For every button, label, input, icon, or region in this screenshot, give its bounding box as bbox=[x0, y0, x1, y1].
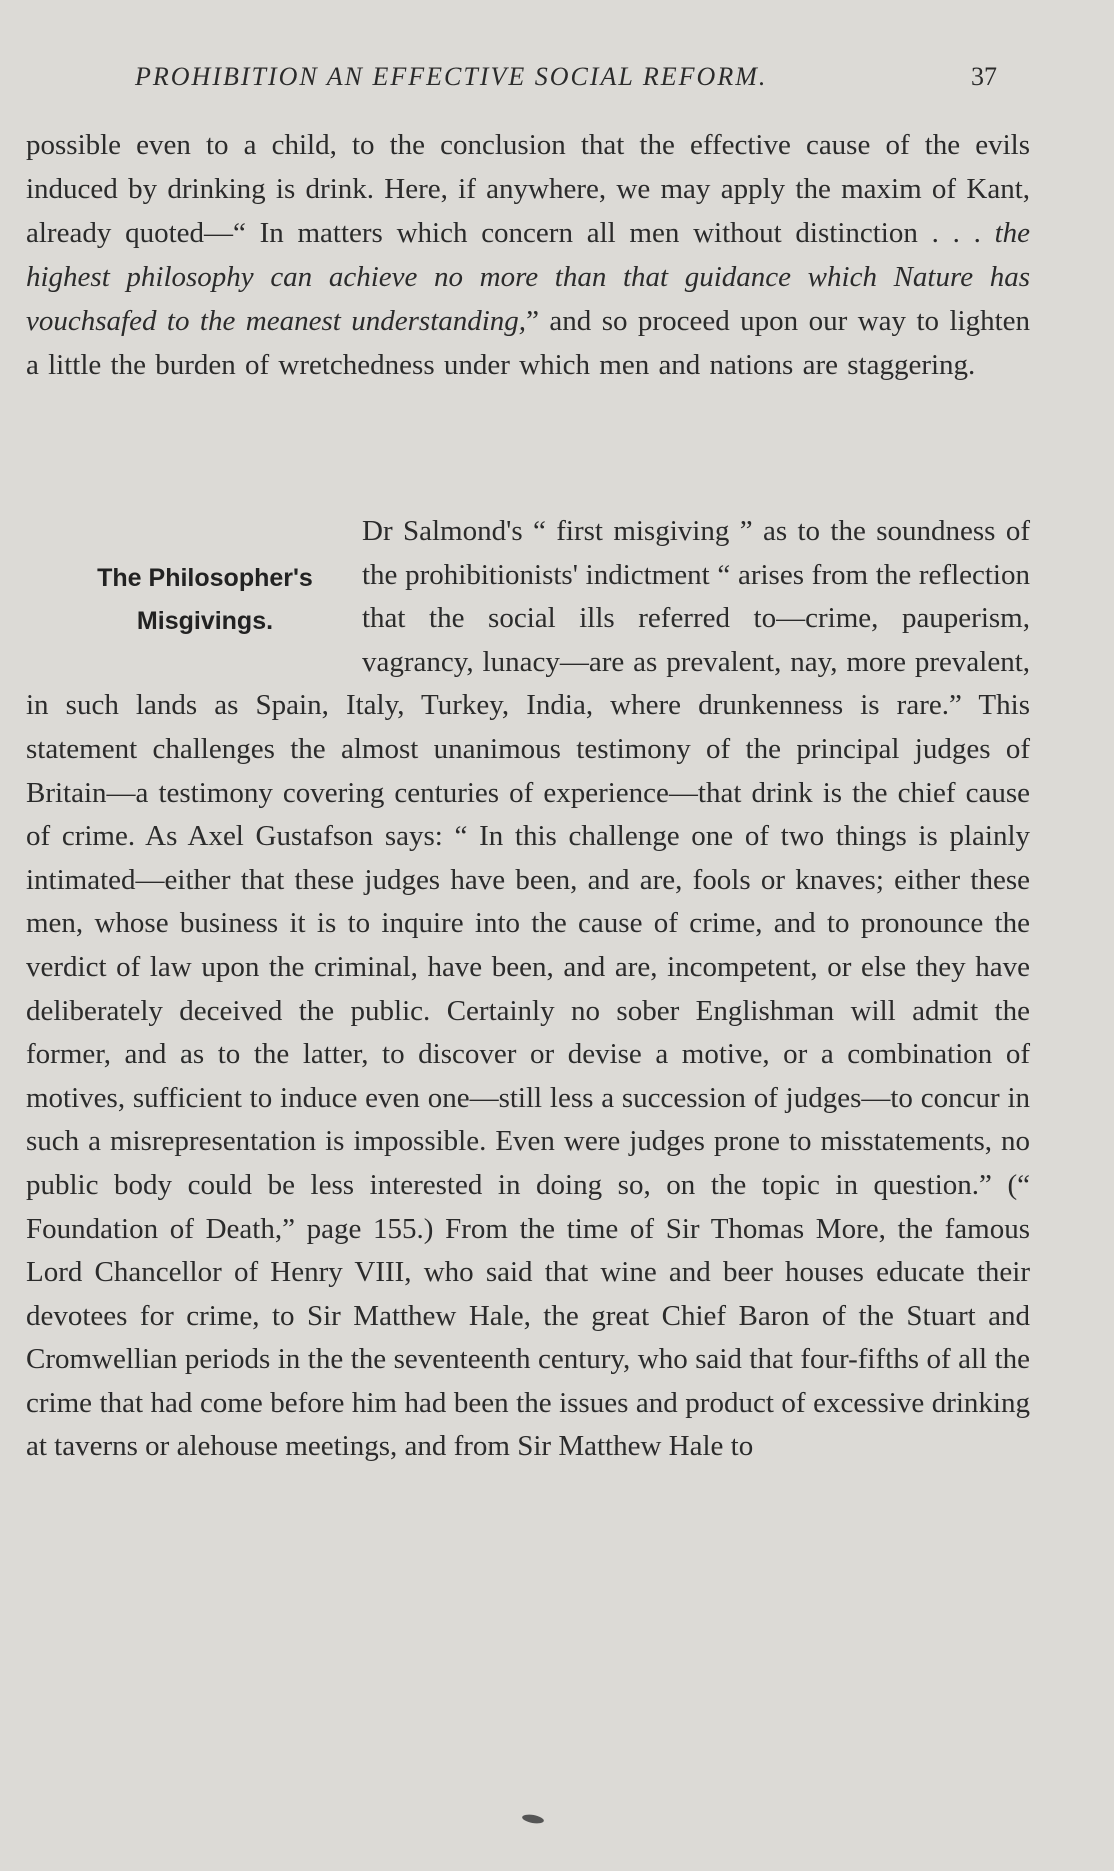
sidenote-line-2: Misgivings. bbox=[136, 607, 274, 635]
running-header bbox=[135, 62, 1015, 102]
paragraph-2 bbox=[26, 510, 1030, 1469]
paragraph-1-text-b: ” and so proceed upon our way to lighten a little the burden of wretchedness under which men and nations are staggering. bbox=[26, 305, 1030, 381]
ink-smudge bbox=[521, 1813, 544, 1825]
kant-quote-italic: the highest philosophy can achieve no more than that guidance which Nature has vouchsafed to the meanest understanding, bbox=[26, 217, 1030, 337]
sidenote-line-1: The Philosopher's bbox=[97, 564, 313, 592]
page-number: 37 bbox=[971, 62, 997, 91]
paragraph-1-text-a: possible even to a child, to the conclusion that the effective cause of the evils induced by drinking is drink. Here, if anywhere, we may apply the maxim of Kant, already quoted—“ In matters which concern all men without distinction . . . bbox=[26, 129, 1030, 249]
running-title: PROHIBITION AN EFFECTIVE SOCIAL REFORM. bbox=[135, 62, 768, 91]
sidenote-spacer bbox=[26, 510, 362, 684]
paragraph-1 bbox=[26, 123, 1030, 387]
paragraph-2-text: Dr Salmond's “ first misgiving ” as to the soundness of the prohibitionists' indictment “ arises from the reflection that the social ills referred to—crime, pauperism, vagrancy, lunacy—are as prevalent, nay, more prevalent, in such lands as Spain, Italy, Turkey, India, where drunkenness is rare.” This statement challenges the almost unanimous testimony of the principal judges of Britain—a testimony covering centuries of experience—that drink is the chief cause of crime. As Axel Gustafson says: “ In this challenge one of two things is plainly intimated—either that these judges have been, and are, fools or knaves; either these men, whose business it is to inquire into the cause of crime, and to pronounce the verdict of law upon the criminal, have been, and are, incompetent, or else they have deliberately deceived the public. Certainly no sober Englishman will admit the former, and as to the latter, to discover or devise a motive, or a combination of motives, sufficient to induce even one—still less a succession of judges—to concur in such a misrepresentation is impossible. Even were judges prone to misstatements, no public body could be less interested in doing so, on the topic in question.” (“ Foundation of Death,” page 155.) From the time of Sir Thomas More, the famous Lord Chancellor of Henry VIII, who said that wine and beer houses educate their devotees for crime, to Sir Matthew Hale, the great Chief Baron of the Stuart and Cromwellian periods in the the seventeenth century, who said that four-fifths of all the crime that had come before him had been the issues and product of excessive drinking at taverns or alehouse meetings, and from Sir Matthew Hale to bbox=[26, 515, 1030, 1463]
